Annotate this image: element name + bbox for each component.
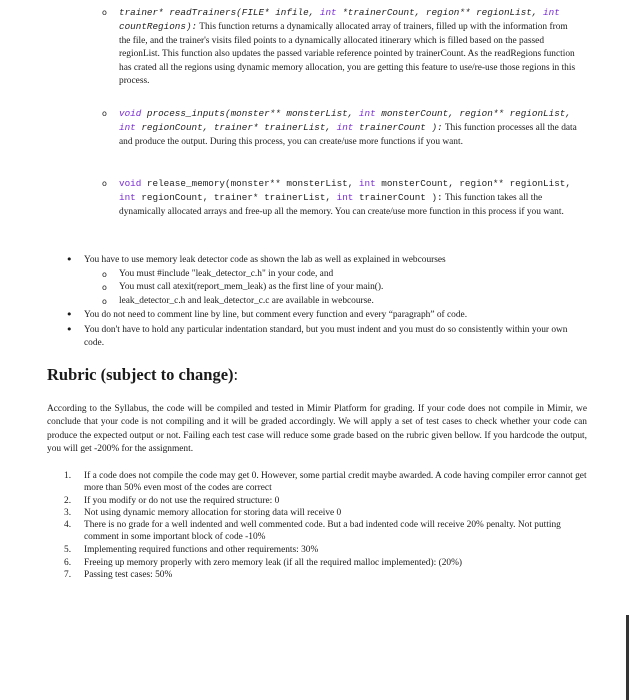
sub-atexit: o You must call atexit(report_mem_leak) as the first line of your main(). — [119, 281, 579, 294]
rubric-item-1: 1. If a code does not compile the code may get 0. However, some partial credit maybe awarded. A code having compiler error cannot get more than 50% even most of the codes are correct — [64, 471, 587, 493]
function-description: This function returns a dynamically allocated array of trainers, filled up with the information from the file, and the trainer's visits filed points to a dynamically allocated itinerary which is filled based on the passed regionList. This function also updates the passed variable reference pointed by trainerCount. As the readRegions function has crated all the regions using dynamic memory allocation, you are getting this feature to use/re-use those regions in this process. — [119, 22, 576, 87]
rubric-item-6: 6. Freeing up memory properly with zero memory leak (if all the required malloc implemented): (20%) — [64, 558, 462, 568]
solid-bullet: • — [66, 308, 73, 321]
rubric-item-3: 3. Not using dynamic memory allocation for storing data will receive 0 — [64, 508, 342, 518]
rubric-item-5: 5. Implementing required functions and other requirements: 30% — [64, 545, 319, 555]
function-signature: void process_inputs(monster** monsterList, int monsterCount, region** regionList, int regionCount, trainer* trainerList, int trainerCount ): This function processes all the data and produce the output. During this process, you can create/use more functions if you want. — [119, 108, 577, 147]
bullet-indentation: You don't have to hold any particular indentation standard, but you must indent and you must do so consistently within your own code. — [84, 325, 568, 349]
function-signature: void release_memory(monster** monsterList, int monsterCount, region** regionList, int regionCount, trainer* trainerList, int trainerCount ): This function takes all the dynamically allocated arrays and free-up all the memory. You can create/use more function in this process if you want. — [119, 178, 571, 217]
function-process-inputs — [102, 107, 581, 149]
sub-include-header: o You must #include "leak_detector_c.h" in your code, and — [119, 268, 579, 281]
rubric-item-4: 4. There is no grade for a well indented and well commented code. But a bad indented code will receive 20% penalty. Not putting comment in some important block of code -10% — [64, 520, 561, 542]
function-readTrainers — [102, 6, 581, 88]
sub-files-available: o leak_detector_c.h and leak_detector_c.c are available in webcourse. — [119, 295, 579, 308]
bullet-memory-leak: You have to use memory leak detector code as shown the lab as well as explained in webcourses — [84, 255, 446, 265]
hollow-bullet: o — [102, 109, 107, 118]
bullet-commenting: You do not need to comment line by line, but comment every function and every “paragraph” of code. — [84, 310, 468, 320]
hollow-bullet: o — [102, 8, 107, 17]
function-description: This function processes all the data and produce the output. During this process, you can create/use more functions if you want. — [119, 123, 577, 147]
function-description: This function takes all the dynamically allocated arrays and free-up all the memory. You can create/use more function in this process if you want. — [119, 193, 564, 217]
hollow-bullet: o — [102, 179, 107, 188]
rubric-intro: According to the Syllabus, the code will be compiled and tested in Mimir Platform for grading. If your code does not compile in Mimir, we conclude that your code is not compiling and it will be graded accordingly. We will apply a set of test cases to check whether your code can produce the expected output or not. Failing each test case will reduce some grade based on the rubric given bellow. If you hardcode the output, you will get -200% for the assignment. — [47, 404, 587, 455]
hollow-bullet: o — [102, 297, 107, 306]
function-release-memory — [102, 177, 581, 219]
hollow-bullet: o — [102, 283, 107, 292]
hollow-bullet: o — [102, 270, 107, 279]
scrollbar[interactable] — [626, 615, 629, 700]
solid-bullet: • — [66, 253, 73, 266]
rubric-item-7: 7. Passing test cases: 50% — [64, 570, 173, 580]
rubric-heading: Rubric (subject to change): — [47, 365, 239, 384]
solid-bullet: • — [66, 323, 73, 336]
rubric-item-2: 2. If you modify or do not use the required structure: 0 — [64, 496, 280, 506]
function-signature: trainer* readTrainers(FILE* infile, int *trainerCount, region** regionList, int countRegions): This function returns a dynamically allocated array of trainers, filled up with the information from the file, and the trainer's visits filed points to a dynamically allocated itinerary which is filled based on the passed regionList. This function also updates the passed variable reference pointed by trainerCount. As the readRegions function has crated all the regions using dynamic memory allocation, you are getting this feature to use/re-use those regions in this process. — [119, 7, 576, 87]
